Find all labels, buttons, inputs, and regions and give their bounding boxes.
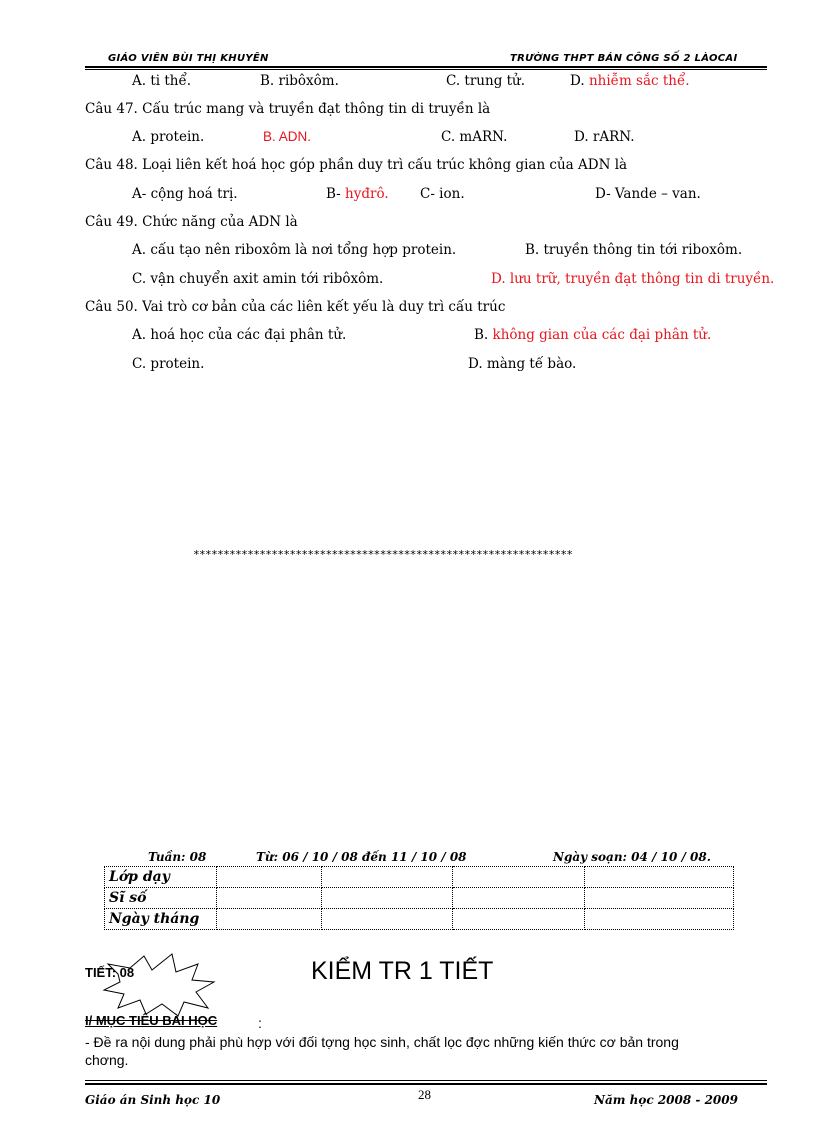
q48-option-d: D- Vande – van. (595, 186, 701, 202)
lesson-title: KIỂM TR 1 TIẾT (311, 957, 494, 985)
table-row (105, 867, 734, 888)
q48-option-b-answer: hyđrô. (345, 186, 389, 202)
page-number: 28 (418, 1087, 431, 1102)
option-d-answer: nhiễm sắc thể. (588, 73, 690, 89)
q49-option-c: C. vận chuyển axit amin tới ribôxôm. (132, 271, 384, 287)
table-cell (453, 867, 585, 888)
option-a: A. ti thể. (132, 73, 192, 89)
option-d-prefix: D. (570, 73, 585, 89)
option-c: C. trung tử. (446, 73, 526, 89)
q50-option-b (474, 327, 711, 343)
table-cell (217, 888, 322, 909)
row-label-date: Ngày tháng (105, 909, 217, 930)
row-label-class: Lớp dạy (105, 867, 217, 888)
q50-option-d: D. màng tế bào. (468, 356, 577, 372)
schedule-week: Tuần: 08 (148, 850, 207, 864)
q48-option-b-prefix: B- (326, 186, 341, 202)
footer-rule (85, 1080, 767, 1081)
period-label: TIẾT: 08 (85, 965, 135, 980)
table-cell (585, 867, 734, 888)
table-cell (453, 888, 585, 909)
header-school: TRƯỜNG THPT BÁN CÔNG SỐ 2 LÀOCAI (510, 53, 738, 64)
schedule-range: Từ: 06 / 10 / 08 đến 11 / 10 / 08 (256, 850, 467, 864)
table-cell (217, 867, 322, 888)
question-50: Câu 50. Vai trò cơ bản của các liên kết yếu là duy trì cấu trúc (85, 299, 506, 315)
body-line-2: chơng. (85, 1052, 129, 1068)
footer-right: Năm học 2008 - 2009 (594, 1093, 738, 1107)
q50-option-a: A. hoá học của các đại phân tử. (132, 327, 347, 343)
row-label-count: Sĩ số (105, 888, 217, 909)
body-line-1: - Đề ra nội dung phải phù hợp với đối tợng học sinh, chất lọc đợc những kiến thức cơ bản trong (85, 1034, 679, 1050)
footer-rule-thick (85, 1083, 767, 1085)
q49-option-a: A. cấu tạo nên riboxôm là nơi tổng hợp protein. (132, 242, 457, 258)
q49-option-b: B. truyền thông tin tới riboxôm. (525, 242, 743, 258)
q47-option-b-answer: B. ADN. (263, 129, 312, 144)
header-teacher: GIÁO VIÊN BÙI THỊ KHUYÊN (108, 53, 269, 64)
q47-option-d: D. rARN. (574, 129, 635, 145)
table-cell (322, 909, 453, 930)
table-row (105, 888, 734, 909)
table-cell (322, 888, 453, 909)
section-colon: : (258, 1015, 262, 1031)
table-cell (585, 909, 734, 930)
q47-option-c: C. mARN. (441, 129, 508, 145)
footer-left: Giáo án Sinh học 10 (85, 1093, 221, 1107)
q50-option-b-answer: không gian của các đại phân tử. (492, 327, 712, 343)
table-cell (585, 888, 734, 909)
question-49: Câu 49. Chức năng của ADN là (85, 214, 298, 230)
q47-option-a: A. protein. (132, 129, 205, 145)
q50-option-c: C. protein. (132, 356, 205, 372)
table-cell (453, 909, 585, 930)
table-cell (322, 867, 453, 888)
q48-option-c: C- ion. (420, 186, 465, 202)
header-rule-thin (85, 69, 767, 70)
separator-stars: *************************************************************** (193, 548, 573, 561)
section-heading: I/ MỤC TIÊU BÀI HỌC (85, 1013, 218, 1028)
table-cell (217, 909, 322, 930)
q50-option-b-prefix: B. (474, 327, 489, 343)
option-d (570, 73, 690, 89)
q49-option-d-answer: D. lưu trữ, truyền đạt thông tin di truyền. (491, 271, 775, 287)
schedule-table (104, 866, 734, 930)
table-row (105, 909, 734, 930)
schedule-prep-date: Ngày soạn: 04 / 10 / 08. (553, 850, 711, 864)
q48-option-b (326, 186, 389, 202)
question-47: Câu 47. Cấu trúc mang và truyền đạt thông tin di truyền là (85, 101, 491, 117)
question-48: Câu 48. Loại liên kết hoá học góp phần duy trì cấu trúc không gian của ADN là (85, 157, 628, 173)
q48-option-a: A- cộng hoá trị. (132, 186, 238, 202)
option-b: B. ribôxôm. (260, 73, 339, 89)
explosion-shape-icon (100, 952, 218, 1018)
header-rule (85, 66, 767, 68)
